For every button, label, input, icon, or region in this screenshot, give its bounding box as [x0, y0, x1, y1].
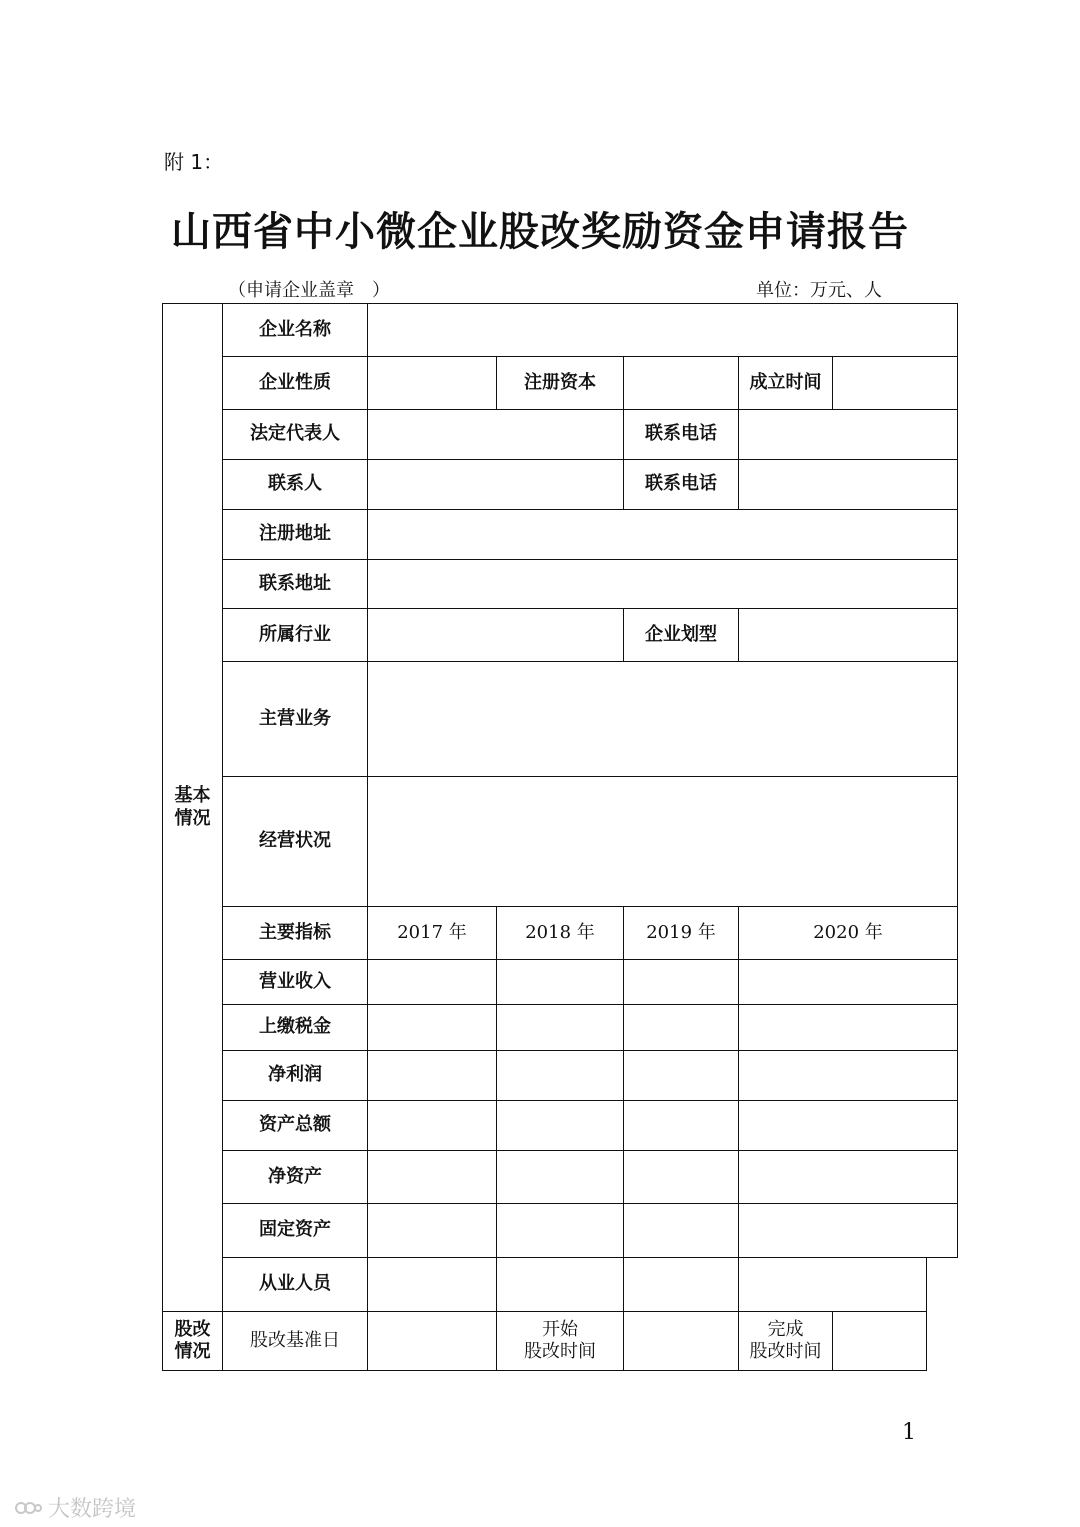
reform-start-field[interactable] [623, 1311, 739, 1371]
company-size-field[interactable] [738, 608, 958, 662]
company-name-label: 企业名称 [222, 303, 368, 357]
watermark-logo-icon [14, 1497, 42, 1519]
phone-1-field[interactable] [738, 409, 958, 460]
indicator-net-assets-label: 净资产 [222, 1150, 368, 1204]
revenue-2020-field[interactable] [738, 959, 958, 1005]
indicators-header-label: 主要指标 [222, 906, 368, 960]
fixed-assets-2017-field[interactable] [367, 1203, 497, 1258]
fixed-assets-2018-field[interactable] [496, 1203, 624, 1258]
industry-field[interactable] [367, 608, 624, 662]
founded-date-label: 成立时间 [738, 356, 833, 410]
section-basic-label: 基本 情况 [162, 303, 223, 1312]
registered-capital-label: 注册资本 [496, 356, 624, 410]
attachment-label: 附 1： [164, 150, 224, 174]
company-nature-field[interactable] [367, 356, 497, 410]
revenue-2017-field[interactable] [367, 959, 497, 1005]
employees-2020-field[interactable] [738, 1257, 927, 1312]
reform-end-field[interactable] [832, 1311, 927, 1371]
operating-status-label: 经营状况 [222, 776, 368, 907]
indicator-revenue-label: 营业收入 [222, 959, 368, 1005]
indicator-total-assets-label: 资产总额 [222, 1100, 368, 1151]
year-2020-header: 2020 年 [738, 906, 958, 960]
year-2017-header: 2017 年 [367, 906, 497, 960]
registered-capital-field[interactable] [623, 356, 739, 410]
total-assets-2020-field[interactable] [738, 1100, 958, 1151]
tax-2019-field[interactable] [623, 1004, 739, 1051]
total-assets-2017-field[interactable] [367, 1100, 497, 1151]
indicator-employees-label: 从业人员 [222, 1257, 368, 1312]
seal-note: （申请企业盖章 ） [228, 280, 390, 301]
tax-2018-field[interactable] [496, 1004, 624, 1051]
net-assets-2020-field[interactable] [738, 1150, 958, 1204]
section-reform-label: 股改 情况 [162, 1311, 223, 1371]
page-title: 山西省中小微企业股改奖励资金申请报告 [171, 208, 909, 255]
legal-rep-label: 法定代表人 [222, 409, 368, 460]
company-nature-label: 企业性质 [222, 356, 368, 410]
company-size-label: 企业划型 [623, 608, 739, 662]
net-profit-2020-field[interactable] [738, 1050, 958, 1101]
net-profit-2019-field[interactable] [623, 1050, 739, 1101]
net-profit-2018-field[interactable] [496, 1050, 624, 1101]
reg-address-field[interactable] [367, 509, 958, 560]
watermark-text: 大数跨境 [48, 1497, 137, 1522]
reform-start-label: 开始 股改时间 [496, 1311, 624, 1371]
industry-label: 所属行业 [222, 608, 368, 662]
fixed-assets-2019-field[interactable] [623, 1203, 739, 1258]
phone-2-field[interactable] [738, 459, 958, 510]
reform-base-date-label: 股改基准日 [222, 1311, 368, 1371]
net-assets-2017-field[interactable] [367, 1150, 497, 1204]
year-2018-header: 2018 年 [496, 906, 624, 960]
total-assets-2019-field[interactable] [623, 1100, 739, 1151]
indicator-fixed-assets-label: 固定资产 [222, 1203, 368, 1258]
page-number: 1 [902, 1420, 916, 1445]
revenue-2019-field[interactable] [623, 959, 739, 1005]
contact-field[interactable] [367, 459, 624, 510]
reform-base-date-field[interactable] [367, 1311, 497, 1371]
net-assets-2019-field[interactable] [623, 1150, 739, 1204]
phone-1-label: 联系电话 [623, 409, 739, 460]
founded-date-field[interactable] [832, 356, 958, 410]
indicator-tax-label: 上缴税金 [222, 1004, 368, 1051]
main-business-label: 主营业务 [222, 661, 368, 777]
net-assets-2018-field[interactable] [496, 1150, 624, 1204]
employees-2017-field[interactable] [367, 1257, 497, 1312]
watermark [14, 1492, 136, 1523]
phone-2-label: 联系电话 [623, 459, 739, 510]
operating-status-field[interactable] [367, 776, 958, 907]
total-assets-2018-field[interactable] [496, 1100, 624, 1151]
main-business-field[interactable] [367, 661, 958, 777]
indicator-net-profit-label: 净利润 [222, 1050, 368, 1101]
contact-address-label: 联系地址 [222, 559, 368, 609]
contact-address-field[interactable] [367, 559, 958, 609]
year-2019-header: 2019 年 [623, 906, 739, 960]
net-profit-2017-field[interactable] [367, 1050, 497, 1101]
revenue-2018-field[interactable] [496, 959, 624, 1005]
reg-address-label: 注册地址 [222, 509, 368, 560]
fixed-assets-2020-field[interactable] [738, 1203, 958, 1258]
company-name-field[interactable] [367, 303, 958, 357]
tax-2020-field[interactable] [738, 1004, 958, 1051]
legal-rep-field[interactable] [367, 409, 624, 460]
reform-end-label: 完成 股改时间 [738, 1311, 833, 1371]
employees-2018-field[interactable] [496, 1257, 624, 1312]
tax-2017-field[interactable] [367, 1004, 497, 1051]
employees-2019-field[interactable] [623, 1257, 739, 1312]
contact-label: 联系人 [222, 459, 368, 510]
unit-note: 单位：万元、人 [756, 280, 882, 301]
